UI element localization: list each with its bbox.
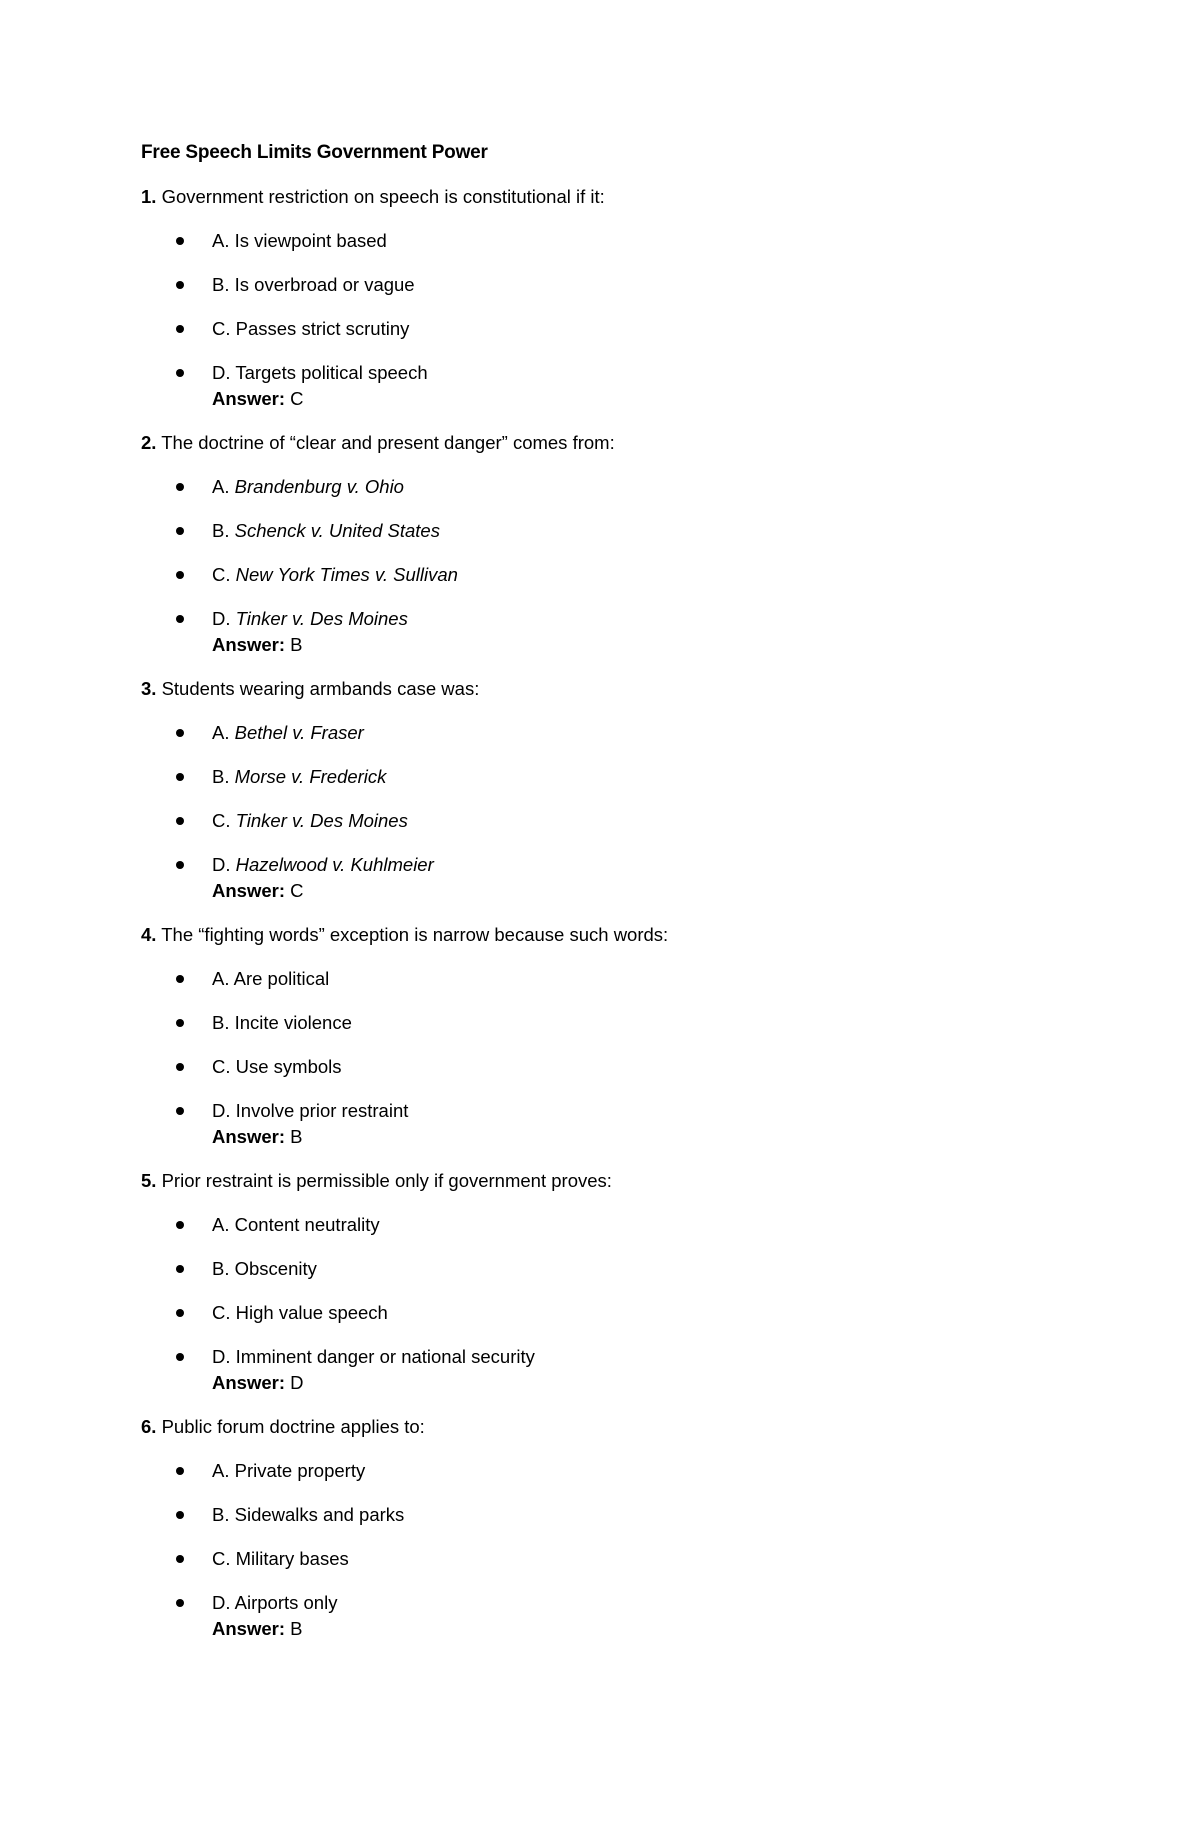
option-letter: B.: [212, 1258, 230, 1279]
answer-line: [141, 1124, 1101, 1150]
option-item: [141, 1458, 1101, 1484]
option-text: Tinker v. Des Moines: [235, 608, 408, 629]
option-text: New York Times v. Sullivan: [235, 564, 458, 585]
option-text: Bethel v. Fraser: [234, 722, 364, 743]
bullet-icon: [176, 369, 184, 377]
option-item: [141, 1546, 1101, 1572]
option-list: [141, 966, 1101, 1124]
answer-value: D: [290, 1372, 304, 1393]
option-letter: D.: [212, 1592, 231, 1613]
option-letter: D.: [212, 854, 231, 875]
answer-line: [141, 386, 1101, 412]
option-item: [141, 316, 1101, 342]
answer-value: B: [290, 634, 303, 655]
bullet-icon: [176, 281, 184, 289]
option-letter: D.: [212, 362, 231, 383]
option-item: [141, 518, 1101, 544]
option-text: High value speech: [235, 1302, 388, 1323]
option-item: [141, 1098, 1101, 1124]
option-letter: C.: [212, 1302, 231, 1323]
bullet-icon: [176, 1353, 184, 1361]
option-text: Are political: [233, 968, 330, 989]
answer-label: Answer:: [212, 634, 285, 655]
option-letter: C.: [212, 810, 231, 831]
question-6: [141, 1414, 1101, 1642]
question-text: Students wearing armbands case was:: [161, 678, 480, 699]
option-letter: D.: [212, 1100, 231, 1121]
bullet-icon: [176, 817, 184, 825]
question-1: [141, 184, 1101, 412]
option-item: [141, 966, 1101, 992]
option-letter: A.: [212, 1214, 230, 1235]
option-text: Schenck v. United States: [234, 520, 440, 541]
option-text: Is overbroad or vague: [234, 274, 415, 295]
option-letter: C.: [212, 318, 231, 339]
bullet-icon: [176, 1511, 184, 1519]
bullet-icon: [176, 237, 184, 245]
question-stem: [141, 676, 1101, 702]
question-stem: [141, 1414, 1101, 1440]
bullet-icon: [176, 1107, 184, 1115]
bullet-icon: [176, 615, 184, 623]
bullet-icon: [176, 1221, 184, 1229]
bullet-icon: [176, 325, 184, 333]
answer-value: B: [290, 1618, 303, 1639]
option-item: [141, 228, 1101, 254]
option-text: Military bases: [235, 1548, 349, 1569]
bullet-icon: [176, 1599, 184, 1607]
option-letter: A.: [212, 1460, 230, 1481]
option-text: Use symbols: [235, 1056, 342, 1077]
answer-label: Answer:: [212, 1372, 285, 1393]
option-item: [141, 1344, 1101, 1370]
answer-value: C: [290, 880, 304, 901]
answer-line: [141, 1616, 1101, 1642]
option-list: [141, 474, 1101, 632]
option-letter: B.: [212, 766, 230, 787]
option-text: Obscenity: [234, 1258, 317, 1279]
option-letter: B.: [212, 520, 230, 541]
question-number: 5.: [141, 1170, 157, 1191]
answer-label: Answer:: [212, 1618, 285, 1639]
option-item: [141, 852, 1101, 878]
bullet-icon: [176, 527, 184, 535]
option-letter: A.: [212, 722, 230, 743]
question-text: Public forum doctrine applies to:: [161, 1416, 425, 1437]
option-item: [141, 1590, 1101, 1616]
bullet-icon: [176, 729, 184, 737]
option-text: Hazelwood v. Kuhlmeier: [235, 854, 434, 875]
option-text: Imminent danger or national security: [235, 1346, 535, 1367]
question-stem: [141, 1168, 1101, 1194]
answer-line: [141, 632, 1101, 658]
answer-value: C: [290, 388, 304, 409]
question-text: Government restriction on speech is constitutional if it:: [161, 186, 605, 207]
question-text: The “fighting words” exception is narrow because such words:: [161, 924, 669, 945]
option-text: Sidewalks and parks: [234, 1504, 405, 1525]
option-letter: A.: [212, 968, 230, 989]
option-list: [141, 720, 1101, 878]
bullet-icon: [176, 571, 184, 579]
option-letter: C.: [212, 1548, 231, 1569]
option-letter: C.: [212, 564, 231, 585]
question-number: 2.: [141, 432, 157, 453]
option-text: Airports only: [234, 1592, 338, 1613]
bullet-icon: [176, 975, 184, 983]
option-item: [141, 808, 1101, 834]
option-list: [141, 1212, 1101, 1370]
option-item: [141, 720, 1101, 746]
bullet-icon: [176, 1019, 184, 1027]
option-item: [141, 764, 1101, 790]
option-text: Involve prior restraint: [235, 1100, 409, 1121]
option-text: Is viewpoint based: [234, 230, 387, 251]
option-item: [141, 1212, 1101, 1238]
bullet-icon: [176, 1309, 184, 1317]
question-stem: [141, 430, 1101, 456]
option-letter: A.: [212, 476, 230, 497]
option-text: Brandenburg v. Ohio: [234, 476, 404, 497]
option-item: [141, 474, 1101, 500]
question-2: [141, 430, 1101, 658]
question-4: [141, 922, 1101, 1150]
option-text: Passes strict scrutiny: [235, 318, 410, 339]
document-page: [141, 140, 1101, 1660]
question-number: 4.: [141, 924, 157, 945]
option-text: Incite violence: [234, 1012, 352, 1033]
question-stem: [141, 184, 1101, 210]
answer-label: Answer:: [212, 388, 285, 409]
question-text: The doctrine of “clear and present danger” comes from:: [161, 432, 615, 453]
option-text: Targets political speech: [235, 362, 428, 383]
option-list: [141, 228, 1101, 386]
option-letter: D.: [212, 608, 231, 629]
option-item: [141, 1010, 1101, 1036]
question-stem: [141, 922, 1101, 948]
option-item: [141, 272, 1101, 298]
option-letter: C.: [212, 1056, 231, 1077]
option-text: Private property: [234, 1460, 366, 1481]
option-text: Tinker v. Des Moines: [235, 810, 408, 831]
option-letter: A.: [212, 230, 230, 251]
option-letter: D.: [212, 1346, 231, 1367]
option-letter: B.: [212, 1012, 230, 1033]
option-item: [141, 1054, 1101, 1080]
question-number: 1.: [141, 186, 157, 207]
bullet-icon: [176, 1467, 184, 1475]
option-text: Content neutrality: [234, 1214, 380, 1235]
question-3: [141, 676, 1101, 904]
document-title: Free Speech Limits Government Power: [141, 142, 488, 163]
option-item: [141, 1256, 1101, 1282]
question-list: [141, 184, 1101, 1642]
question-5: [141, 1168, 1101, 1396]
answer-value: B: [290, 1126, 303, 1147]
option-item: [141, 360, 1101, 386]
question-number: 3.: [141, 678, 157, 699]
bullet-icon: [176, 1063, 184, 1071]
question-number: 6.: [141, 1416, 157, 1437]
question-text: Prior restraint is permissible only if government proves:: [161, 1170, 612, 1191]
option-text: Morse v. Frederick: [234, 766, 387, 787]
bullet-icon: [176, 1555, 184, 1563]
option-letter: B.: [212, 1504, 230, 1525]
bullet-icon: [176, 861, 184, 869]
option-item: [141, 1502, 1101, 1528]
option-item: [141, 562, 1101, 588]
option-list: [141, 1458, 1101, 1616]
bullet-icon: [176, 773, 184, 781]
answer-line: [141, 878, 1101, 904]
answer-label: Answer:: [212, 880, 285, 901]
option-item: [141, 1300, 1101, 1326]
answer-label: Answer:: [212, 1126, 285, 1147]
option-letter: B.: [212, 274, 230, 295]
bullet-icon: [176, 1265, 184, 1273]
bullet-icon: [176, 483, 184, 491]
option-item: [141, 606, 1101, 632]
answer-line: [141, 1370, 1101, 1396]
